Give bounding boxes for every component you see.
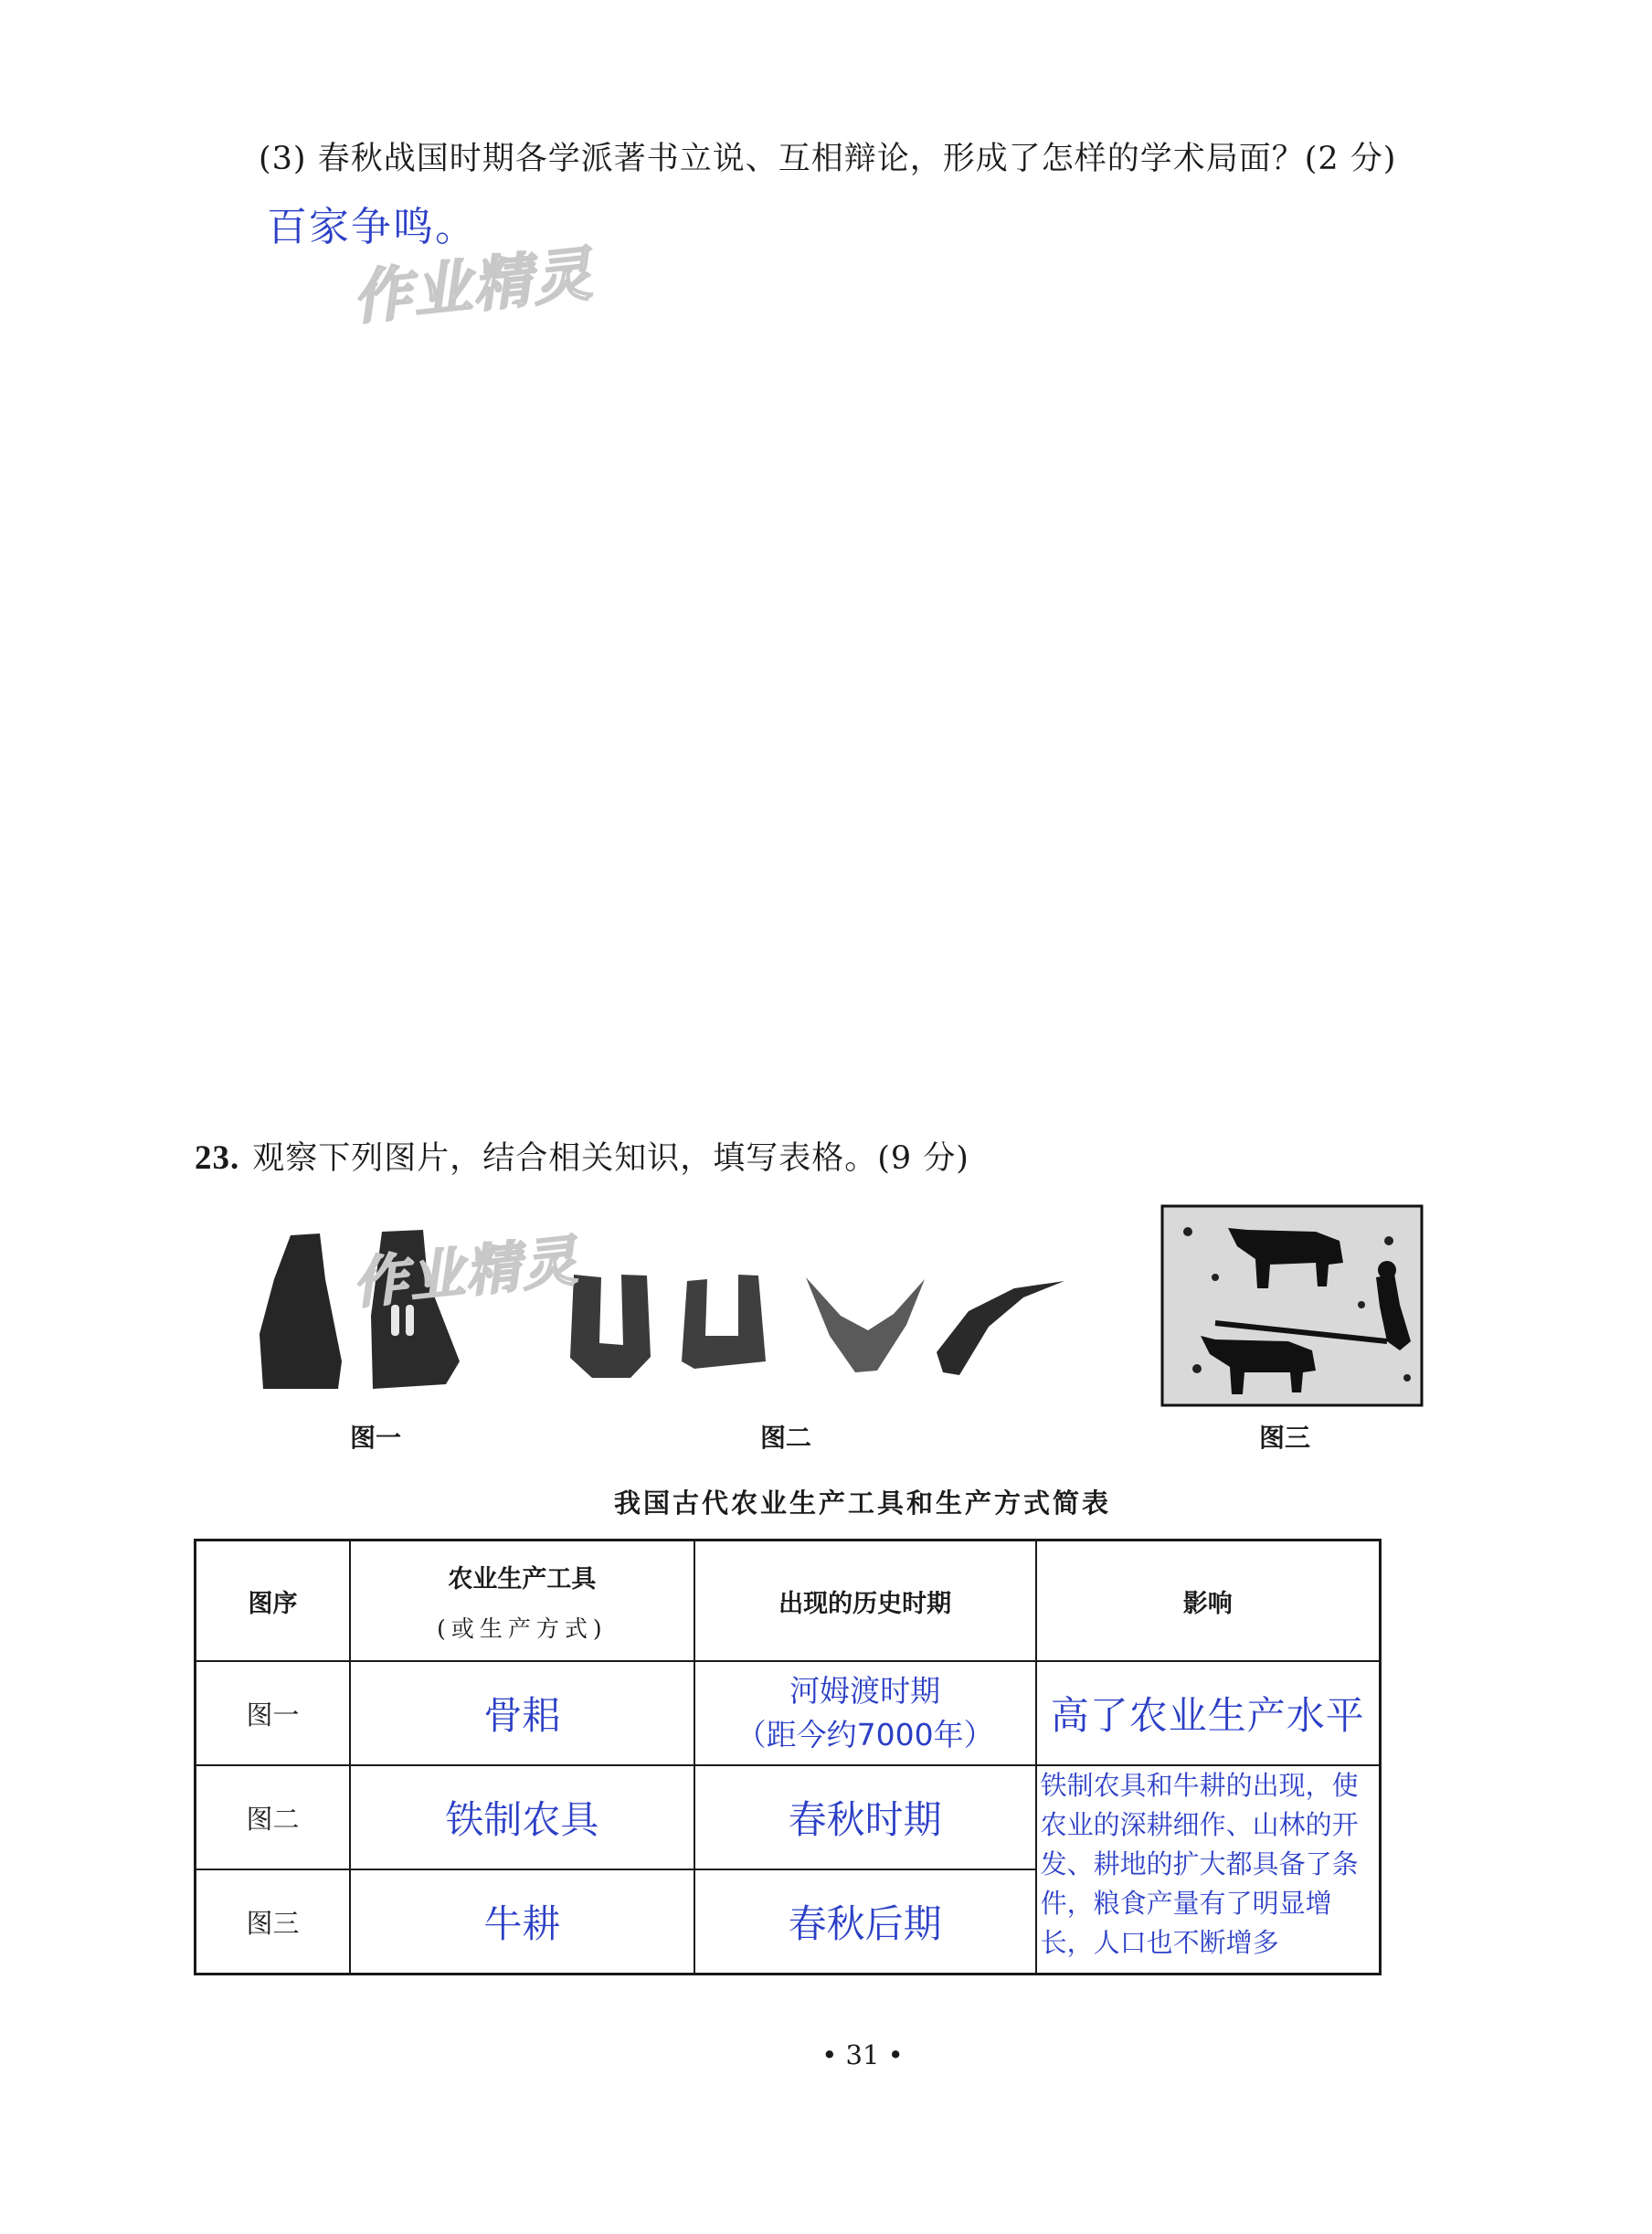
header-period: 出现的历史时期: [694, 1541, 1036, 1662]
row-label: 图三: [196, 1869, 350, 1975]
table-title: 我国古代农业生产工具和生产方式简表: [613, 1488, 1111, 1519]
question-3-answer: 百家争鸣。: [267, 204, 477, 250]
row-label: 图一: [196, 1661, 350, 1765]
header-impact: 影响: [1036, 1541, 1381, 1662]
figure-2-iron-tools-image: [567, 1270, 1078, 1384]
row-impact: 高了农业生产水平: [1036, 1661, 1381, 1765]
question-23-text: 观察下列图片，结合相关知识，填写表格。(9 分): [252, 1140, 969, 1177]
question-23-number: 23.: [195, 1139, 240, 1177]
question-23: [195, 1133, 969, 1179]
figure-2-caption: 图二: [760, 1423, 812, 1453]
watermark: 作业精灵: [349, 240, 597, 334]
row-period: 河姆渡时期 （距今约7000年）: [694, 1661, 1036, 1765]
figure-3-ox-plough-image: [1160, 1204, 1424, 1407]
table-row: [196, 1765, 1381, 1869]
watermark: 作业精灵: [349, 1229, 582, 1317]
table-header-row: [196, 1541, 1381, 1662]
row-label: 图二: [196, 1765, 350, 1869]
header-figure-order: 图序: [196, 1541, 350, 1662]
table-row: [196, 1661, 1381, 1765]
row-period: 春秋时期: [694, 1765, 1036, 1869]
row-impact-merged: 铁制农具和牛耕的出现，使农业的深耕细作、山林的开发、耕地的扩大都具备了条件，粮食产量有了明显增长，人口也不断增多: [1036, 1765, 1381, 1975]
header-tool-sub: (或生产方式): [437, 1615, 608, 1642]
row-tool: 骨耜: [350, 1661, 694, 1765]
header-tool: [350, 1541, 694, 1662]
row-tool: 铁制农具: [350, 1765, 694, 1869]
header-tool-label: 农业生产工具: [448, 1564, 597, 1593]
figure-3-caption: 图三: [1259, 1423, 1311, 1453]
row-tool: 牛耕: [350, 1869, 694, 1975]
page-number: • 31 •: [821, 2039, 904, 2070]
question-3-text: (3) 春秋战国时期各学派著书立说、互相辩论，形成了怎样的学术局面？(2 分): [259, 141, 1397, 177]
row-period: 春秋后期: [694, 1869, 1036, 1975]
figure-1-caption: 图一: [350, 1423, 402, 1453]
agriculture-table: [194, 1539, 1382, 1975]
